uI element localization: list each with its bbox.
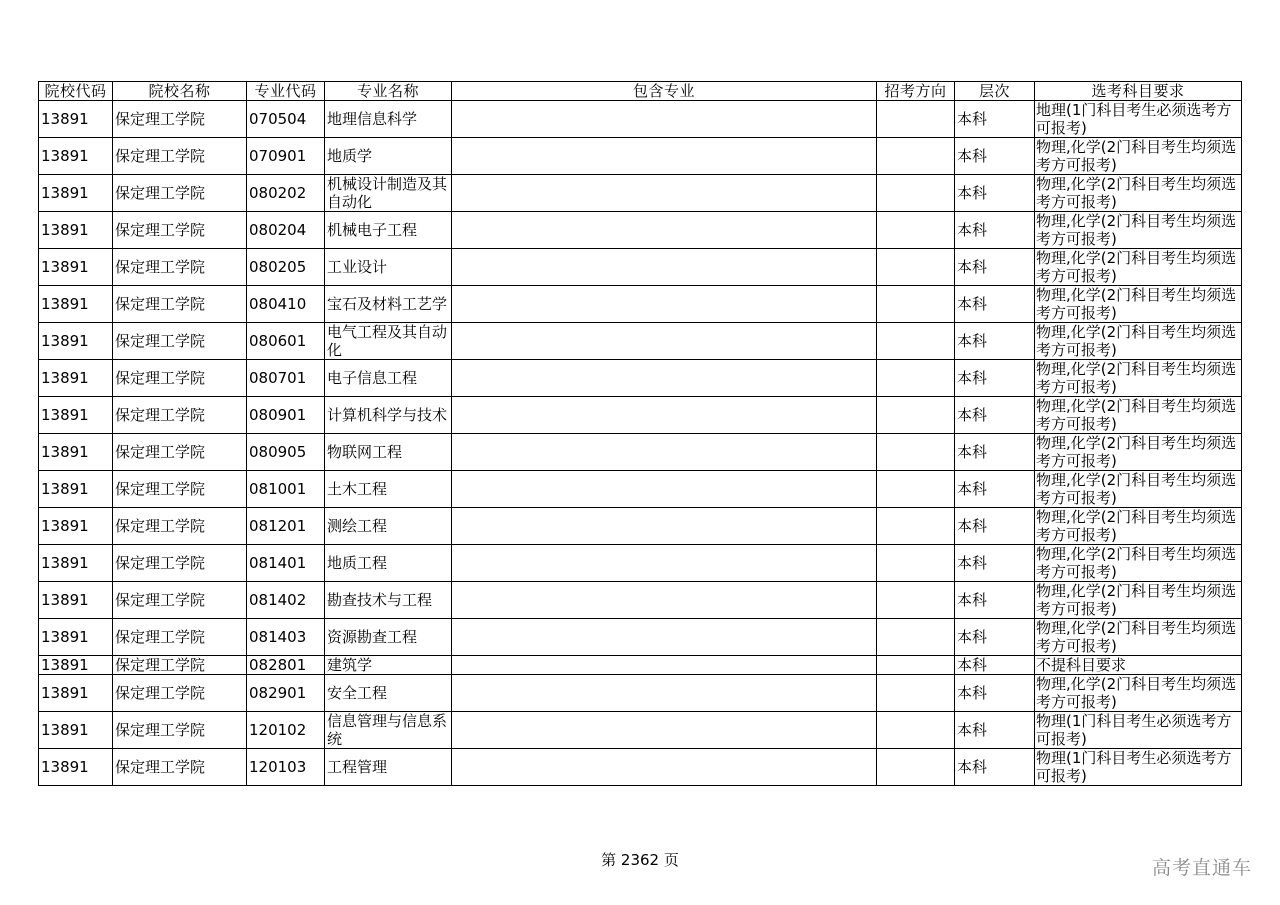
cell-school-code: 13891 <box>39 397 113 434</box>
cell-major-name: 地质学 <box>325 138 452 175</box>
cell-school-name: 保定理工学院 <box>113 712 247 749</box>
cell-major-name: 信息管理与信息系统 <box>325 712 452 749</box>
header-level: 层次 <box>955 82 1035 101</box>
cell-subject-requirement: 物理,化学(2门科目考生均须选考方可报考) <box>1035 323 1242 360</box>
table-row <box>39 656 1242 675</box>
cell-major-code: 081201 <box>247 508 325 545</box>
cell-school-code: 13891 <box>39 286 113 323</box>
cell-level: 本科 <box>955 175 1035 212</box>
cell-major-name: 物联网工程 <box>325 434 452 471</box>
cell-school-name: 保定理工学院 <box>113 212 247 249</box>
cell-included-majors <box>452 545 877 582</box>
cell-school-code: 13891 <box>39 582 113 619</box>
cell-direction <box>877 397 955 434</box>
table-row <box>39 138 1242 175</box>
cell-level: 本科 <box>955 434 1035 471</box>
cell-direction <box>877 656 955 675</box>
cell-included-majors <box>452 712 877 749</box>
cell-included-majors <box>452 471 877 508</box>
cell-school-name: 保定理工学院 <box>113 508 247 545</box>
cell-direction <box>877 749 955 786</box>
cell-major-name: 计算机科学与技术 <box>325 397 452 434</box>
cell-school-code: 13891 <box>39 712 113 749</box>
cell-direction <box>877 360 955 397</box>
table-row <box>39 249 1242 286</box>
cell-level: 本科 <box>955 323 1035 360</box>
cell-school-name: 保定理工学院 <box>113 471 247 508</box>
header-direction: 招考方向 <box>877 82 955 101</box>
table-row <box>39 101 1242 138</box>
cell-subject-requirement: 物理,化学(2门科目考生均须选考方可报考) <box>1035 471 1242 508</box>
cell-included-majors <box>452 286 877 323</box>
cell-level: 本科 <box>955 582 1035 619</box>
table-row <box>39 360 1242 397</box>
cell-school-name: 保定理工学院 <box>113 582 247 619</box>
cell-subject-requirement: 物理,化学(2门科目考生均须选考方可报考) <box>1035 249 1242 286</box>
cell-direction <box>877 138 955 175</box>
cell-level: 本科 <box>955 138 1035 175</box>
cell-school-name: 保定理工学院 <box>113 619 247 656</box>
cell-included-majors <box>452 323 877 360</box>
cell-subject-requirement: 物理,化学(2门科目考生均须选考方可报考) <box>1035 675 1242 712</box>
cell-school-name: 保定理工学院 <box>113 545 247 582</box>
cell-subject-requirement: 物理,化学(2门科目考生均须选考方可报考) <box>1035 286 1242 323</box>
table-row <box>39 508 1242 545</box>
cell-level: 本科 <box>955 712 1035 749</box>
cell-subject-requirement: 不提科目要求 <box>1035 656 1242 675</box>
table-body <box>39 101 1242 786</box>
cell-major-code: 082901 <box>247 675 325 712</box>
cell-level: 本科 <box>955 249 1035 286</box>
cell-direction <box>877 212 955 249</box>
table-row <box>39 212 1242 249</box>
cell-major-name: 安全工程 <box>325 675 452 712</box>
cell-school-name: 保定理工学院 <box>113 397 247 434</box>
cell-major-code: 080601 <box>247 323 325 360</box>
cell-direction <box>877 286 955 323</box>
cell-school-name: 保定理工学院 <box>113 323 247 360</box>
cell-major-code: 080701 <box>247 360 325 397</box>
table-row <box>39 712 1242 749</box>
cell-school-name: 保定理工学院 <box>113 749 247 786</box>
header-included-majors: 包含专业 <box>452 82 877 101</box>
cell-direction <box>877 712 955 749</box>
table-row <box>39 619 1242 656</box>
cell-included-majors <box>452 749 877 786</box>
cell-major-code: 081001 <box>247 471 325 508</box>
header-school-name: 院校名称 <box>113 82 247 101</box>
header-major-code: 专业代码 <box>247 82 325 101</box>
cell-included-majors <box>452 175 877 212</box>
watermark: 高考直通车 <box>1151 857 1252 879</box>
cell-school-code: 13891 <box>39 675 113 712</box>
cell-level: 本科 <box>955 101 1035 138</box>
cell-major-name: 宝石及材料工艺学 <box>325 286 452 323</box>
cell-school-code: 13891 <box>39 434 113 471</box>
cell-school-code: 13891 <box>39 360 113 397</box>
cell-direction <box>877 545 955 582</box>
cell-school-code: 13891 <box>39 545 113 582</box>
admission-table-container <box>38 81 1241 786</box>
cell-level: 本科 <box>955 656 1035 675</box>
cell-major-code: 080901 <box>247 397 325 434</box>
cell-level: 本科 <box>955 360 1035 397</box>
cell-school-code: 13891 <box>39 749 113 786</box>
cell-school-code: 13891 <box>39 619 113 656</box>
cell-school-name: 保定理工学院 <box>113 286 247 323</box>
cell-direction <box>877 175 955 212</box>
cell-subject-requirement: 物理,化学(2门科目考生均须选考方可报考) <box>1035 212 1242 249</box>
header-subject-requirement: 选考科目要求 <box>1035 82 1242 101</box>
cell-direction <box>877 471 955 508</box>
cell-direction <box>877 249 955 286</box>
cell-direction <box>877 323 955 360</box>
cell-school-name: 保定理工学院 <box>113 101 247 138</box>
cell-included-majors <box>452 508 877 545</box>
page-number: 第 2362 页 <box>601 851 679 869</box>
cell-school-code: 13891 <box>39 138 113 175</box>
cell-school-name: 保定理工学院 <box>113 175 247 212</box>
cell-included-majors <box>452 212 877 249</box>
cell-direction <box>877 434 955 471</box>
cell-major-name: 电气工程及其自动化 <box>325 323 452 360</box>
cell-school-code: 13891 <box>39 323 113 360</box>
cell-school-code: 13891 <box>39 249 113 286</box>
cell-subject-requirement: 物理,化学(2门科目考生均须选考方可报考) <box>1035 508 1242 545</box>
cell-major-code: 080204 <box>247 212 325 249</box>
cell-major-code: 082801 <box>247 656 325 675</box>
cell-major-code: 070901 <box>247 138 325 175</box>
cell-school-name: 保定理工学院 <box>113 360 247 397</box>
cell-direction <box>877 582 955 619</box>
cell-level: 本科 <box>955 619 1035 656</box>
cell-school-code: 13891 <box>39 508 113 545</box>
table-row <box>39 471 1242 508</box>
cell-subject-requirement: 物理,化学(2门科目考生均须选考方可报考) <box>1035 397 1242 434</box>
table-row <box>39 749 1242 786</box>
cell-school-code: 13891 <box>39 471 113 508</box>
admission-table <box>38 81 1242 786</box>
cell-major-name: 工程管理 <box>325 749 452 786</box>
cell-included-majors <box>452 619 877 656</box>
cell-direction <box>877 619 955 656</box>
cell-level: 本科 <box>955 545 1035 582</box>
cell-level: 本科 <box>955 212 1035 249</box>
cell-major-name: 地理信息科学 <box>325 101 452 138</box>
cell-subject-requirement: 物理,化学(2门科目考生均须选考方可报考) <box>1035 175 1242 212</box>
table-row <box>39 286 1242 323</box>
cell-school-name: 保定理工学院 <box>113 675 247 712</box>
cell-included-majors <box>452 656 877 675</box>
cell-major-name: 工业设计 <box>325 249 452 286</box>
cell-subject-requirement: 物理,化学(2门科目考生均须选考方可报考) <box>1035 619 1242 656</box>
cell-major-code: 081403 <box>247 619 325 656</box>
cell-major-name: 电子信息工程 <box>325 360 452 397</box>
cell-included-majors <box>452 249 877 286</box>
cell-included-majors <box>452 582 877 619</box>
cell-subject-requirement: 物理(1门科目考生必须选考方可报考) <box>1035 712 1242 749</box>
cell-included-majors <box>452 675 877 712</box>
cell-included-majors <box>452 360 877 397</box>
cell-included-majors <box>452 397 877 434</box>
cell-major-code: 120103 <box>247 749 325 786</box>
cell-school-code: 13891 <box>39 212 113 249</box>
table-header-row <box>39 82 1242 101</box>
cell-major-code: 081402 <box>247 582 325 619</box>
header-school-code: 院校代码 <box>39 82 113 101</box>
cell-included-majors <box>452 434 877 471</box>
cell-subject-requirement: 物理,化学(2门科目考生均须选考方可报考) <box>1035 545 1242 582</box>
cell-major-name: 机械设计制造及其自动化 <box>325 175 452 212</box>
cell-level: 本科 <box>955 508 1035 545</box>
cell-direction <box>877 508 955 545</box>
cell-major-code: 120102 <box>247 712 325 749</box>
table-row <box>39 175 1242 212</box>
cell-subject-requirement: 物理,化学(2门科目考生均须选考方可报考) <box>1035 138 1242 175</box>
cell-major-code: 080205 <box>247 249 325 286</box>
cell-level: 本科 <box>955 749 1035 786</box>
header-major-name: 专业名称 <box>325 82 452 101</box>
cell-direction <box>877 101 955 138</box>
table-row <box>39 397 1242 434</box>
cell-major-name: 建筑学 <box>325 656 452 675</box>
cell-level: 本科 <box>955 286 1035 323</box>
table-row <box>39 675 1242 712</box>
cell-school-code: 13891 <box>39 101 113 138</box>
cell-subject-requirement: 地理(1门科目考生必须选考方可报考) <box>1035 101 1242 138</box>
cell-level: 本科 <box>955 397 1035 434</box>
table-row <box>39 434 1242 471</box>
cell-included-majors <box>452 101 877 138</box>
cell-school-name: 保定理工学院 <box>113 249 247 286</box>
cell-direction <box>877 675 955 712</box>
cell-school-name: 保定理工学院 <box>113 434 247 471</box>
cell-subject-requirement: 物理(1门科目考生必须选考方可报考) <box>1035 749 1242 786</box>
table-row <box>39 545 1242 582</box>
table-row <box>39 582 1242 619</box>
cell-major-name: 勘查技术与工程 <box>325 582 452 619</box>
cell-major-code: 080410 <box>247 286 325 323</box>
cell-subject-requirement: 物理,化学(2门科目考生均须选考方可报考) <box>1035 582 1242 619</box>
cell-major-name: 土木工程 <box>325 471 452 508</box>
cell-subject-requirement: 物理,化学(2门科目考生均须选考方可报考) <box>1035 360 1242 397</box>
cell-major-code: 070504 <box>247 101 325 138</box>
cell-major-code: 081401 <box>247 545 325 582</box>
cell-subject-requirement: 物理,化学(2门科目考生均须选考方可报考) <box>1035 434 1242 471</box>
cell-level: 本科 <box>955 471 1035 508</box>
cell-level: 本科 <box>955 675 1035 712</box>
cell-school-code: 13891 <box>39 656 113 675</box>
cell-major-name: 测绘工程 <box>325 508 452 545</box>
cell-school-code: 13891 <box>39 175 113 212</box>
cell-major-code: 080202 <box>247 175 325 212</box>
cell-major-code: 080905 <box>247 434 325 471</box>
cell-school-name: 保定理工学院 <box>113 656 247 675</box>
cell-major-name: 机械电子工程 <box>325 212 452 249</box>
cell-major-name: 地质工程 <box>325 545 452 582</box>
cell-school-name: 保定理工学院 <box>113 138 247 175</box>
table-row <box>39 323 1242 360</box>
cell-major-name: 资源勘查工程 <box>325 619 452 656</box>
cell-included-majors <box>452 138 877 175</box>
